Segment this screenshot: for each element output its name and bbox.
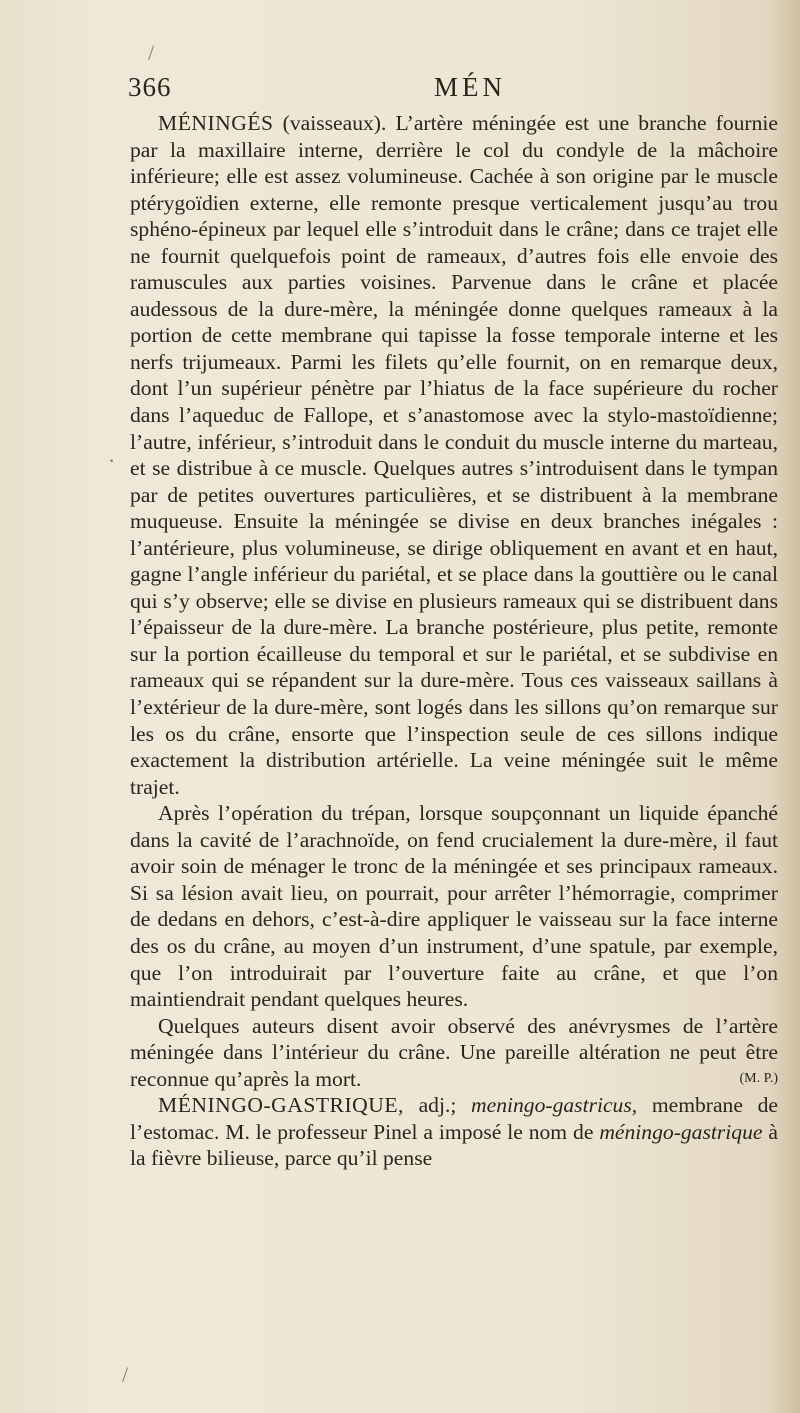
entry-meninges-paragraph-2 — [130, 800, 778, 1012]
headword-meningo-gastrique: MÉNINGO-GASTRIQUE, — [158, 1093, 404, 1118]
qualifier-adj: adj.; — [418, 1093, 457, 1118]
page-number: 366 — [128, 72, 172, 102]
paragraph-text: Quelques auteurs disent avoir observé des anévrysmes de l’artère méningée dans l’intérieur du crâne. Une pareille altération ne peut être reconnue qu’après la mort. — [130, 1013, 778, 1091]
entry-meninges-paragraph-3 — [130, 1013, 778, 1093]
paragraph-text: L’artère méningée est une branche fournie par la maxillaire interne, derrière le col du condyle de la mâchoire inférieure; elle est assez volumineuse. Cachée à son origine par le muscle ptérygoïdien externe, elle remonte presque verticalement jusqu’au trou sphéno-épineux par lequel elle s’introduit dans le crâne; dans ce trajet elle ne fournit quelquefois point de rameaux, d’autres fois elle envoie des ramuscules aux parties voisines. Parvenue dans le crâne et placée audessous de la dure-mère, la méningée donne quelques rameaux à la portion de cette membrane qui tapisse la fosse temporale interne et les nerfs trijumeaux. Parmi les filets qu’elle fournit, on en remarque deux, dont l’un supérieur pénètre par l’hiatus de la face supérieure du rocher dans l’aqueduc de Fallope, et s’anastomose avec la stylo-mastoïdienne; l’autre, inférieur, s’introduit dans le conduit du muscle interne du marteau, et se distribue à ce muscle. Quelques autres s’introduisent dans le tympan par de petites ouvertures particulières, et se distribuent à la membrane muqueuse. Ensuite la méningée se divise en deux branches inégales : l’antérieure, plus volumineuse, se dirige obliquement en avant et en haut, gagne l’angle inférieur du pariétal, et se place dans la gouttière ou le canal qui s’y observe; elle se divise en plusieurs rameaux qui se distribuent dans l’épaisseur de la dure-mère. La branche postérieure, plus petite, remonte sur la portion écailleuse du temporal et sur le pariétal, et se subdivise en rameaux qui se répandent sur la dure-mère. Tous ces vaisseaux saillans à l’extérieur de la dure-mère, sont logés dans les sillons qu’on remarque sur les os du crâne, ensorte que l’inspection seule de ces sillons indique exactement la distribution artérielle. La veine méningée suit le même trajet. — [130, 111, 779, 799]
entry-meningo-gastrique — [130, 1092, 778, 1172]
paragraph-text: membrane de l’estomac. M. le professeur Pinel a imposé le nom de — [130, 1093, 778, 1144]
headword-meninges: MÉNINGÉS — [158, 111, 274, 135]
latin-term: meningo-gastricus, — [471, 1093, 638, 1118]
italic-term: méningo-gastrique — [599, 1119, 763, 1144]
qualifier-meninges: (vaisseaux). — [282, 111, 387, 135]
entry-meninges-paragraph-1 — [130, 110, 778, 800]
author-signature: (M. P.) — [739, 1070, 778, 1086]
paragraph-text: Après l’opération du trépan, lorsque soupçonnant un liquide épanché dans la cavité de l’arachnoïde, on fend crucialement la dure-mère, il faut avoir soin de ménager le tronc de la méningée et ses principaux rameaux. Si sa lésion avait lieu, on pourrait, pour arrêter l’hémorragie, comprimer de dedans en dehors, c’est-à-dire appliquer le vaisseau sur la face interne des os du crâne, au moyen d’un instrument, d’une spatule, par exemple, que l’on introduirait par l’ouverture faite au crâne, et que l’on maintiendrait pendant quelques heures. — [130, 801, 778, 1012]
running-title: MÉN — [434, 72, 506, 102]
paragraph-text: à la fièvre bilieuse, parce qu’il pense — [130, 1119, 778, 1171]
running-head — [128, 72, 768, 106]
entry-text — [130, 110, 778, 1172]
margin-stroke-bottom: / — [122, 1362, 129, 1387]
margin-stroke: / — [148, 40, 155, 65]
margin-dot: · — [108, 448, 116, 473]
